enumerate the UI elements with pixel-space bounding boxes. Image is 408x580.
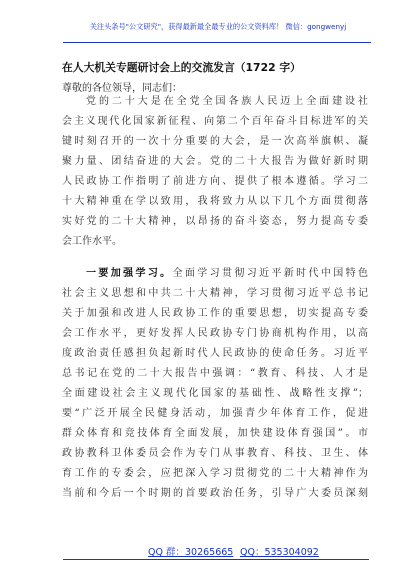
para2-line: 全面建设社会主义现代化国家的基础性、战略性支撑”； xyxy=(62,388,368,399)
para2-first-rest: 全面学习贯彻习近平新时代中国特色 xyxy=(172,268,369,279)
para1-line: 实好党的二十大精神，以昂扬的奋斗姿态，努力提高专委 xyxy=(62,216,368,227)
para2-line: 总书记在党的二十大报告中强调：“教育、科技、人才是 xyxy=(62,368,368,379)
para2-line-first xyxy=(86,264,368,284)
para2-line: 政协教科卫体委员会作为专门从事教育、科技、卫生、体 xyxy=(62,448,368,459)
para1-line: 会工作水平。 xyxy=(62,236,122,247)
para2-lead: 一要加强学习。 xyxy=(86,268,173,279)
para2-line: 要“广泛开展全民健身活动，加强青少年体育工作，促进 xyxy=(62,408,368,419)
para2-line: 关于加强和改进人民政协工作的重要思想，切实提高专委 xyxy=(62,308,368,319)
footer-divider xyxy=(63,559,369,560)
para2-line: 育工作的专委会，应把深入学习贯彻党的二十大精神作为 xyxy=(62,468,368,479)
footer-qq-group[interactable]: QQ 群：30265665 xyxy=(148,547,234,558)
para1-line: 会主义现代化国家新征程、向第二个百年奋斗目标进军的关 xyxy=(62,116,368,127)
para2-line: 会工作水平，更好发挥人民政协专门协商机构作用，以高 xyxy=(62,328,368,339)
para1-line: 键时刻召开的一次十分重要的大会，是一次高举旗帜、凝 xyxy=(62,136,368,147)
para1-line: 党的二十大是在全党全国各族人民迈上全面建设社 xyxy=(86,96,368,107)
page-title: 在人大机关专题研讨会上的交流发言（1722 字） xyxy=(62,61,301,74)
para2-line: 度政治责任感担负起新时代人民政协的使命任务。习近平 xyxy=(62,348,368,359)
salutation: 尊敬的各位领导，同志们： xyxy=(62,83,182,94)
para1-line: 十大精神重在学以致用，我将致力从以下几个方面贯彻落 xyxy=(62,196,368,207)
header-banner: 关注头条号"公文研究"，获得最新最全最专业的公文资料库！ 微信：gongwenyj xyxy=(89,22,347,31)
para1-line: 人民政协工作指明了前进方向、提供了根本遵循。学习二 xyxy=(62,176,368,187)
para2-line: 社会主义思想和中共二十大精神，学习贯彻习近平总书记 xyxy=(62,288,368,299)
para1-line: 聚力量、团结奋进的大会。党的二十大报告为做好新时期 xyxy=(62,156,368,167)
footer-qq[interactable]: QQ：535304092 xyxy=(240,547,319,558)
header-divider xyxy=(63,42,371,43)
para2-line: 群众体育和竞技体育全面发展，加快建设体育强国”。市 xyxy=(62,428,368,439)
para2-line: 当前和今后一个时期的首要政治任务，引导广大委员深刻 xyxy=(62,488,368,499)
